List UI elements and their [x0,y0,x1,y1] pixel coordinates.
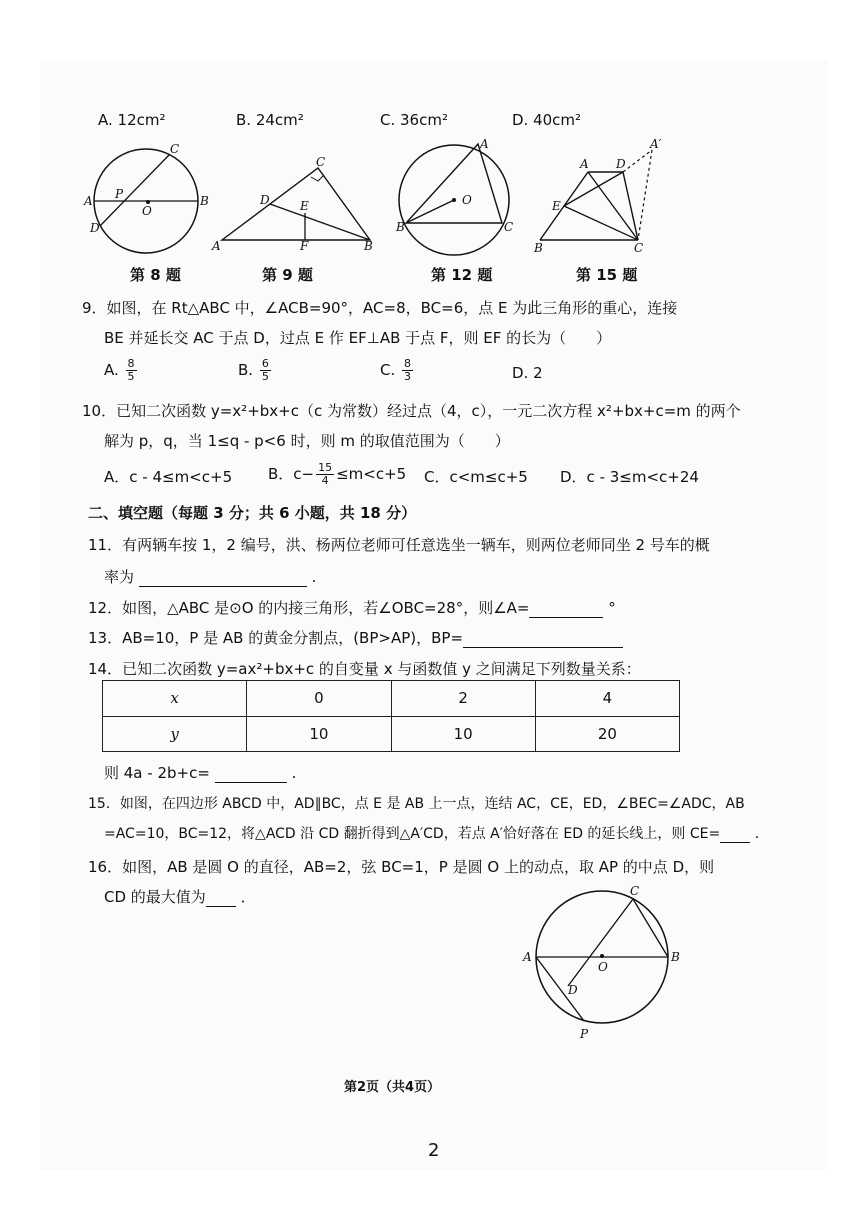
figure-label: B [671,950,680,964]
q8-option-a: A. 12cm² [98,111,166,129]
q15-answer-blank [720,826,750,843]
q14-answer-blank [215,766,287,783]
fig8-label: C [170,142,180,156]
figure-label: C [316,155,326,169]
figure-label: O [598,960,608,974]
figure-label: E [552,199,561,213]
q10-option-c: C．c<m≤c+5 [424,468,528,486]
q13-answer-blank [463,631,623,648]
figure-label: E [300,199,309,213]
page-number: 2 [428,1140,440,1161]
figure-label: B [396,220,405,234]
q9-line2: BE 并延长交 AC 于点 D，过点 E 作 EF⊥AB 于点 F，则 EF 的长为（ ） [104,329,612,347]
q11-answer-blank [139,570,307,587]
figure-label: B [364,239,373,253]
section-heading: 二、填空题（每题 3 分；共 6 小题，共 18 分） [88,504,417,522]
figure-label: D [90,221,100,235]
q8-option-d: D. 40cm² [512,111,582,129]
figure-label: A [523,950,532,964]
q10-option-d: D．c - 3≤m<c+24 [560,468,699,486]
figure-label: B [534,241,543,255]
q16-answer-blank [206,890,236,907]
figure-label: A [480,137,489,151]
figure-q9 [210,150,380,258]
q9-line1: 9．如图，在 Rt△ABC 中，∠ACB=90°，AC=8，BC=6，点 E 为此三角形的重心，连接 [82,299,678,317]
q14-after: 则 4a - 2b+c= . [104,764,297,782]
q9-option-d: D. 2 [512,364,543,382]
q13-text: 13．AB=10，P 是 AB 的黄金分割点，(BP>AP)，BP= [88,627,623,648]
figure-label: D [568,983,578,997]
figure-label: C [630,884,640,898]
caption-q9: 第 9 题 [262,266,313,284]
caption-q8: 第 8 题 [130,266,181,284]
q8-option-c: C. 36cm² [380,111,448,129]
q14-text: 14．已知二次函数 y=ax²+bx+c 的自变量 x 与函数值 y 之间满足下列数量关系： [88,660,641,678]
figure-label: A [84,194,93,208]
caption-q12: 第 12 题 [431,266,493,284]
figure-label: A [580,157,589,171]
q8-option-b: B. 24cm² [236,111,304,129]
q15-line1: 15．如图，在四边形 ABCD 中，AD∥BC，点 E 是 AB 上一点，连结 AC，CE，ED，∠BEC=∠ADC，AB [88,796,745,812]
q9-option-b: B. $\frac{6}{5}$ [238,357,269,383]
q11-line1: 11．有两辆车按 1，2 编号，洪、杨两位老师可任意选坐一辆车，则两位老师同坐 2 号车的概 [88,536,710,554]
figure-label: A [212,239,221,253]
figure-label: C [504,220,514,234]
figure-label: O [462,193,472,207]
q10-line1: 10．已知二次函数 y=x²+bx+c（c 为常数）经过点（4，c），一元二次方程 x²+bx+c=m 的两个 [82,402,741,420]
figure-q16 [518,882,694,1046]
page-footer: 第2页（共4页） [344,1080,441,1095]
q9-option-c: C. $\frac{8}{3}$ [380,357,412,383]
figure-label: D [260,193,270,207]
q12-text: 12．如图，△ABC 是⊙O 的内接三角形，若∠OBC=28°，则∠A= ° [88,599,616,617]
caption-q15: 第 15 题 [576,266,638,284]
q15-line2: =AC=10，BC=12，将△ACD 沿 CD 翻折得到△A′CD，若点 A′恰好落在 ED 的延长线上，则 CE= ． [104,826,769,842]
figure-label: F [300,239,309,253]
q16-line2: CD 的最大值为 ． [104,888,256,906]
figure-label: D [616,157,626,171]
table-row: y 10 10 20 [103,716,680,752]
q10-option-b: B．c− $\frac{15}{4}$ ≤m<c+5 [268,461,407,487]
q10-option-a: A．c - 4≤m<c+5 [104,468,233,486]
figure-label: C [634,241,644,255]
figure-label: O [142,204,152,218]
figure-label: B [200,194,209,208]
q16-line1: 16．如图，AB 是圆 O 的直径，AB=2，弦 BC=1，P 是圆 O 上的动点，取 AP 的中点 D，则 [88,858,715,876]
q9-option-a: A. $\frac{8}{5}$ [104,357,135,383]
figure-label: A′ [650,137,662,151]
q11-line2: 率为 . [104,568,317,586]
q12-answer-blank [529,601,603,618]
figure-q15 [530,136,670,256]
q14-table [102,680,680,752]
figure-label: P [580,1027,589,1041]
figure-q8 [82,138,212,258]
table-row: x 0 2 4 [103,681,680,717]
figure-q12 [394,136,520,260]
q10-line2: 解为 p，q，当 1≤q - p<6 时，则 m 的取值范围为（ ） [104,432,510,450]
figure-label: P [115,187,124,201]
